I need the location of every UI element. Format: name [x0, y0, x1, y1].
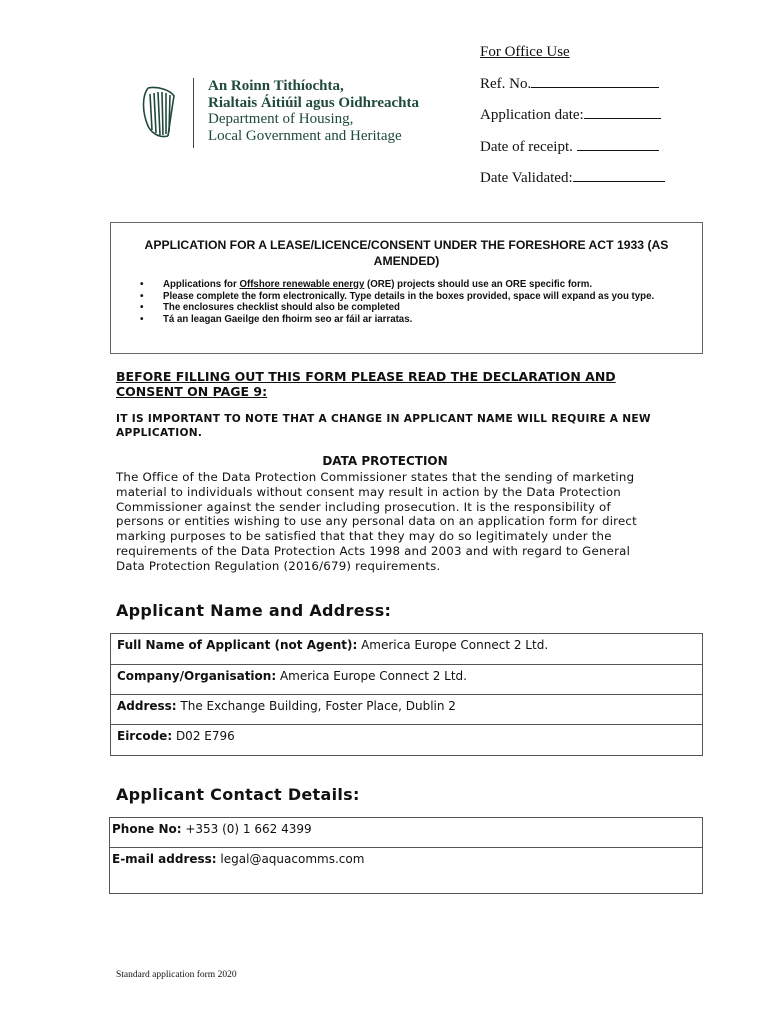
date-of-receipt-field [480, 138, 665, 156]
instruction-irish-version: • Tá an leagan Gaeilge den fhoirm seo ar fáil ar iarratas. [163, 314, 702, 326]
form-title: APPLICATION FOR A LEASE/LICENCE/CONSENT UNDER THE FORESHORE ACT 1933 (AS AMENDED) [144, 238, 669, 268]
instruction-checklist: • The enclosures checklist should also be completed [163, 302, 702, 314]
eircode-value[interactable]: D02 E796 [172, 729, 235, 743]
email-value[interactable]: legal@aquacomms.com [216, 852, 365, 866]
logo-line-3: Department of Housing, [208, 111, 354, 127]
company-value[interactable]: America Europe Connect 2 Ltd. [276, 669, 467, 683]
name-change-notice: IT IS IMPORTANT TO NOTE THAT A CHANGE IN APPLICANT NAME WILL REQUIRE A NEW APPLICATION. [116, 413, 651, 439]
applicant-heading: Applicant Name and Address: [116, 601, 392, 620]
instructions-list [111, 279, 702, 325]
eircode-row[interactable] [111, 725, 702, 755]
date-validated-line [573, 169, 665, 182]
full-name-value[interactable]: America Europe Connect 2 Ltd. [357, 638, 549, 652]
logo-line-4: Local Government and Heritage [208, 127, 402, 144]
application-date-label: Application date: [480, 107, 584, 124]
harp-logo-icon [140, 82, 180, 142]
date-validated-field [480, 169, 665, 187]
logo-line-2: Rialtais Áitiúil agus Oidhreachta [208, 94, 419, 111]
contact-heading: Applicant Contact Details: [116, 785, 360, 804]
address-row[interactable] [111, 695, 702, 725]
ref-no-line [531, 75, 659, 88]
company-label: Company/Organisation: [117, 669, 277, 683]
email-row[interactable] [110, 848, 702, 893]
phone-row[interactable] [110, 818, 702, 848]
data-protection-title: DATA PROTECTION [322, 454, 448, 468]
footer-note: Standard application form 2020 [116, 970, 237, 980]
office-use-title: For Office Use [480, 44, 570, 60]
logo-line-1: An Roinn Tithíochta, [208, 78, 344, 94]
department-logo-text [208, 78, 419, 144]
declaration-notice: BEFORE FILLING OUT THIS FORM PLEASE READ THE DECLARATION AND CONSENT ON PAGE 9: [116, 369, 616, 399]
ref-no-field [480, 75, 665, 93]
phone-value[interactable]: +353 (0) 1 662 4399 [181, 822, 312, 836]
email-label: E-mail address: [112, 852, 217, 866]
application-date-field [480, 106, 665, 124]
instruction-ore [163, 279, 702, 291]
ore-link[interactable]: Offshore renewable energy [239, 279, 365, 290]
date-of-receipt-line [577, 138, 659, 151]
ref-no-label: Ref. No. [480, 75, 532, 92]
company-row[interactable] [111, 665, 702, 695]
address-label: Address: [117, 699, 177, 713]
instruction-ore-post: (ORE) projects should use an ORE specific form. [364, 279, 593, 290]
phone-label: Phone No: [112, 822, 182, 836]
full-name-row[interactable] [111, 634, 702, 665]
application-date-line [584, 106, 661, 119]
instruction-electronic: • Please complete the form electronically. Type details in the boxes provided, space will expand as you type. [163, 291, 702, 303]
date-of-receipt-label: Date of receipt. [480, 138, 573, 155]
address-value[interactable]: The Exchange Building, Foster Place, Dublin 2 [176, 699, 456, 713]
date-validated-label: Date Validated: [480, 170, 573, 187]
instruction-ore-pre: Applications for [163, 279, 240, 290]
logo-divider [193, 78, 194, 148]
data-protection-body: The Office of the Data Protection Commissioner states that the sending of marketing material to individuals without consent may result in action by the Data Protection Commissioner against the sender including prosecution. It is the responsibility of persons or entities wishing to use any personal data on an application form for direct marking purposes to be satisfied that that they may do so legitimately under the requirements of the Data Protection Acts 1998 and 2003 and with regard to General Data Protection Regulation (2016/679) requirements. [116, 470, 637, 573]
contact-table [109, 817, 703, 894]
eircode-label: Eircode: [117, 729, 173, 743]
form-title-box [110, 222, 703, 354]
applicant-table [110, 633, 703, 756]
full-name-label: Full Name of Applicant (not Agent): [117, 638, 358, 652]
office-use-block [480, 44, 665, 201]
